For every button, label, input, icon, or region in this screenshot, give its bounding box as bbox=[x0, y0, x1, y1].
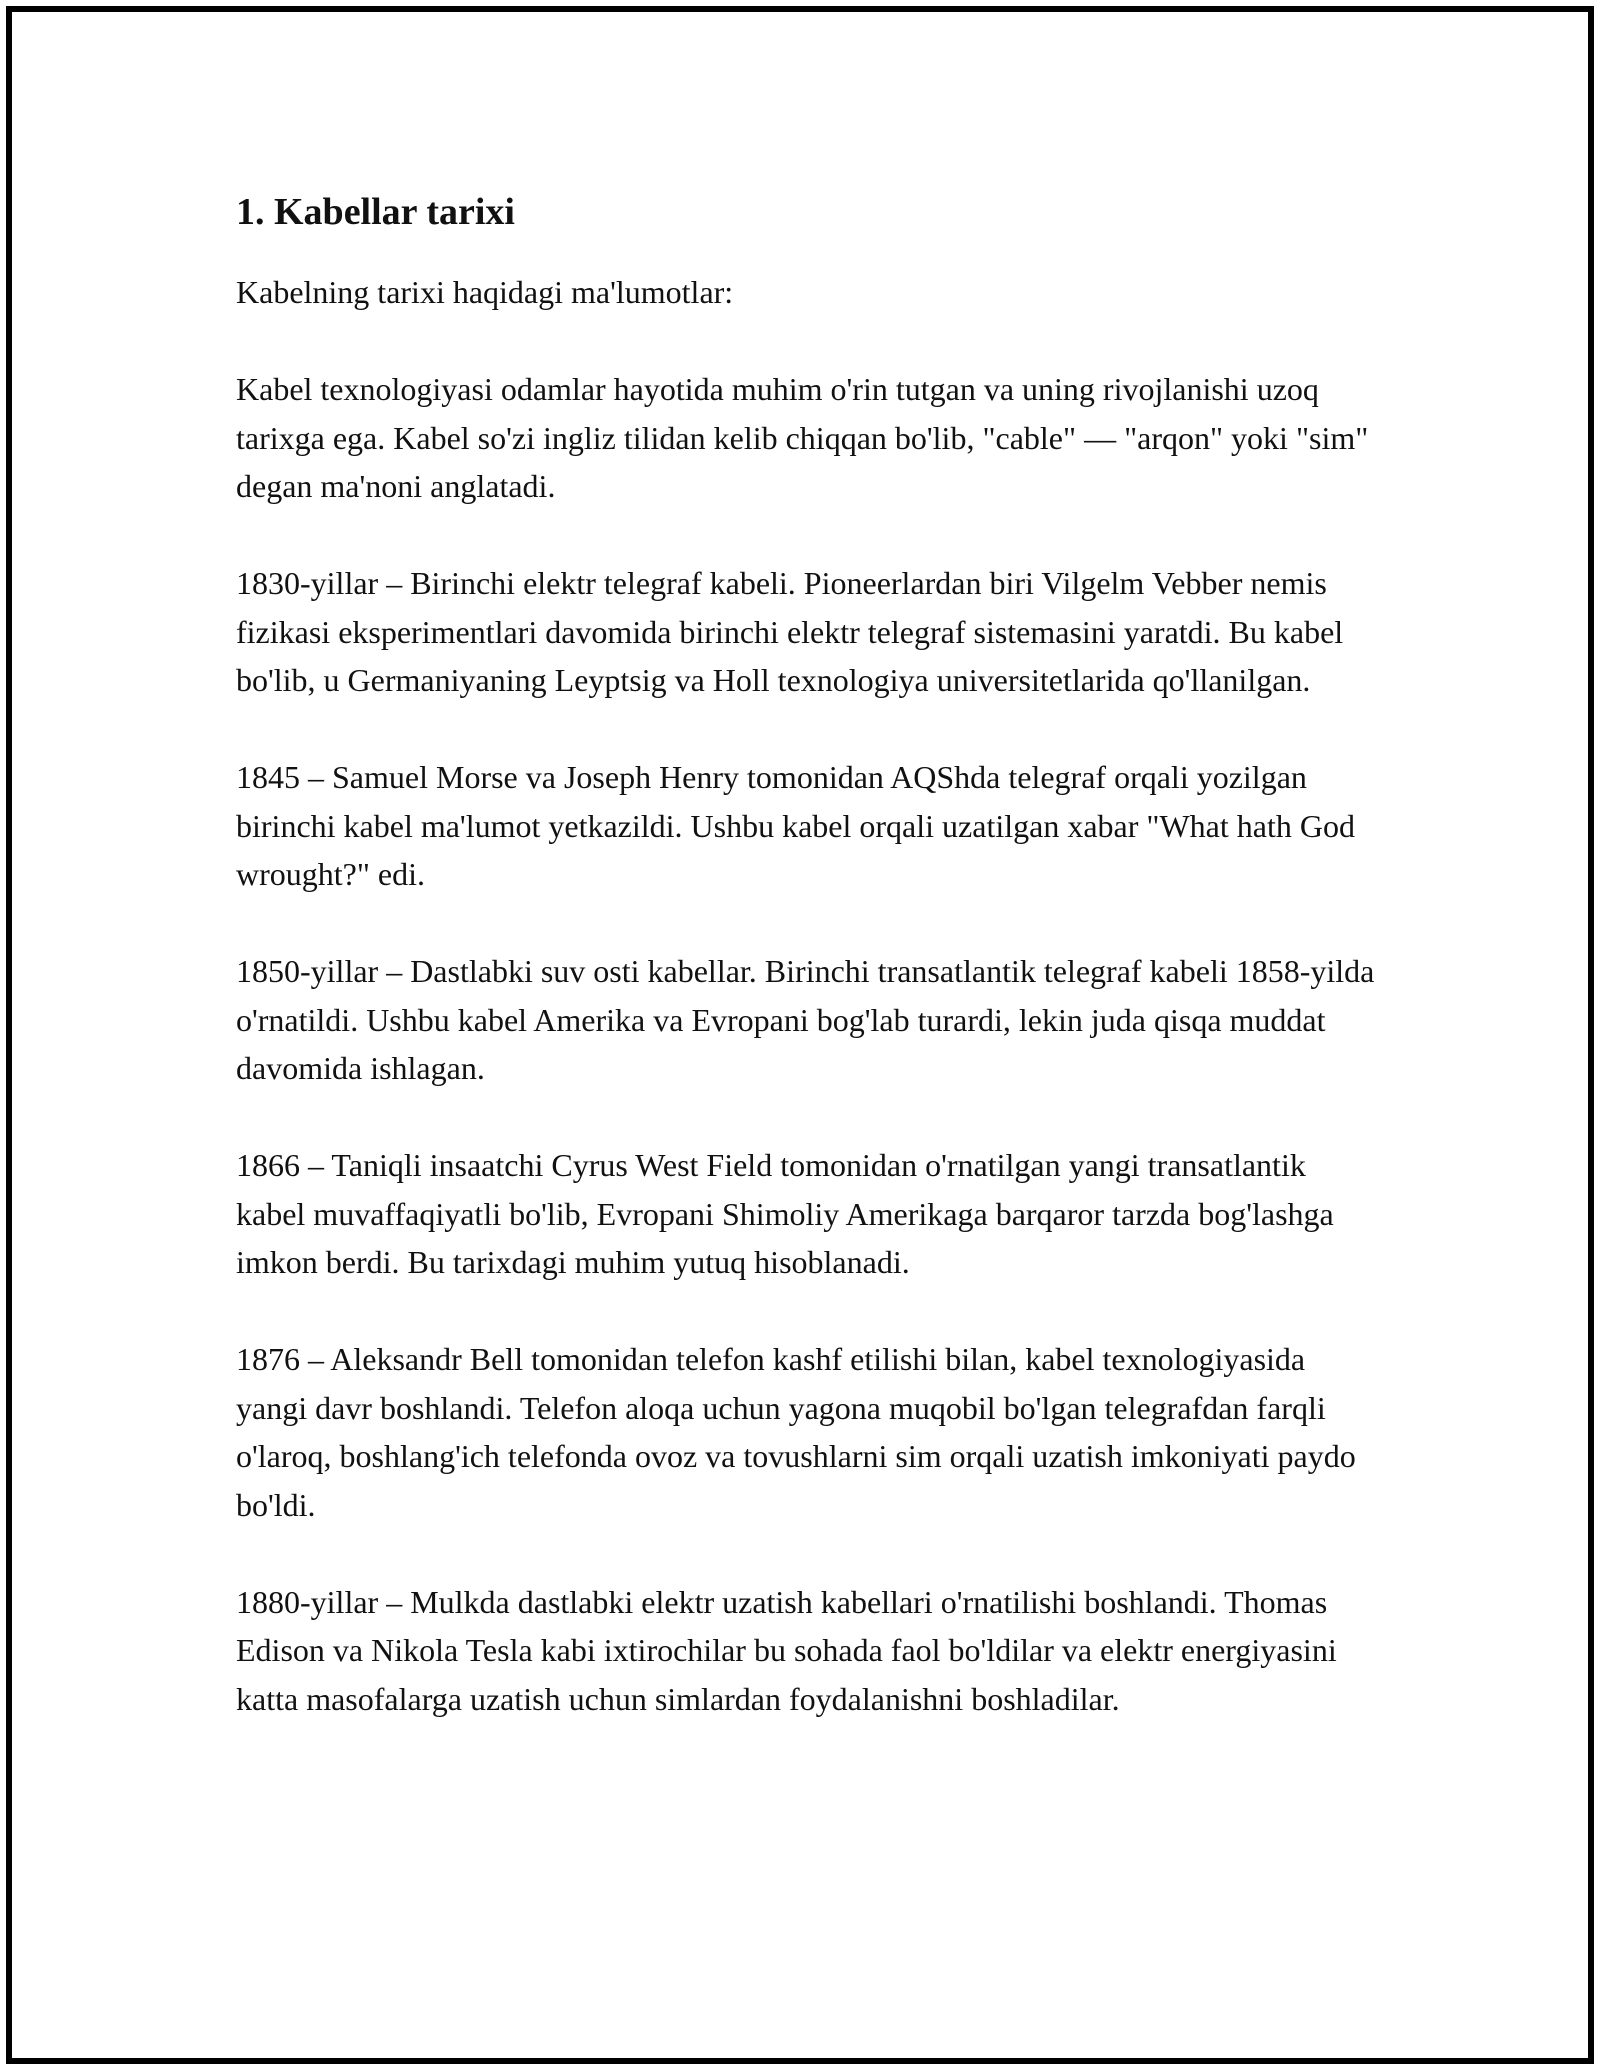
intro-paragraph: Kabelning tarixi haqidagi ma'lumotlar: bbox=[236, 274, 734, 310]
document-body bbox=[236, 182, 1376, 1723]
paragraph-1866: 1866 – Taniqli insaatchi Cyrus West Field tomonidan o'rnatilgan yangi transatlantik kabel muvaffaqiyatli bo'lib, Evropani Shimoliy Amerikaga barqaror tarzda bog'lashga imkon berdi. Bu tarixdagi muhim yutuq hisoblanadi. bbox=[236, 1147, 1334, 1280]
paragraph-1880s: 1880-yillar – Mulkda dastlabki elektr uzatish kabellari o'rnatilishi boshlandi. Thomas Edison va Nikola Tesla kabi ixtirochilar bu sohada faol bo'ldilar va elektr energiyasini katta masofalarga uzatish uchun simlardan foydalanishni boshladilar. bbox=[236, 1583, 1337, 1717]
page-title: 1. Kabellar tarixi bbox=[236, 191, 515, 233]
paragraph-cable-origin: Kabel texnologiyasi odamlar hayotida muhim o'rin tutgan va uning rivojlanishi uzoq tarixga ega. Kabel so'zi ingliz tilidan kelib chiqqan bo'lib, "cable" — "arqon" yoki "sim" degan ma'noni anglatadi. bbox=[236, 371, 1369, 504]
paragraph-1850s: 1850-yillar – Dastlabki suv osti kabellar. Birinchi transatlantik telegraf kabeli 1858-yilda o'rnatildi. Ushbu kabel Amerika va Evropani bog'lab turardi, lekin juda qisqa muddat davomida ishlagan. bbox=[236, 953, 1375, 1086]
paragraph-1830s: 1830-yillar – Birinchi elektr telegraf kabeli. Pioneerlardan biri Vilgelm Vebber nemis fizikasi eksperimentlari davomida birinchi elektr telegraf sistemasini yaratdi. Bu kabel bo'lib, u Germaniyaning Leyptsig va Holl texnologiya universitetlarida qo'llanilgan. bbox=[236, 565, 1344, 698]
paragraph-1876: 1876 – Aleksandr Bell tomonidan telefon kashf etilishi bilan, kabel texnologiyasida yangi davr boshlandi. Telefon aloqa uchun yagona muqobil bo'lgan telegrafdan farqli o'laroq, boshlang'ich telefonda ovoz va tovushlarni sim orqali uzatish imkoniyati paydo bo'ldi. bbox=[236, 1341, 1356, 1523]
paragraph-1845: 1845 – Samuel Morse va Joseph Henry tomonidan AQShda telegraf orqali yozilgan birinchi kabel ma'lumot yetkazildi. Ushbu kabel orqali uzatilgan xabar "What hath God wrought?" edi. bbox=[236, 759, 1355, 892]
